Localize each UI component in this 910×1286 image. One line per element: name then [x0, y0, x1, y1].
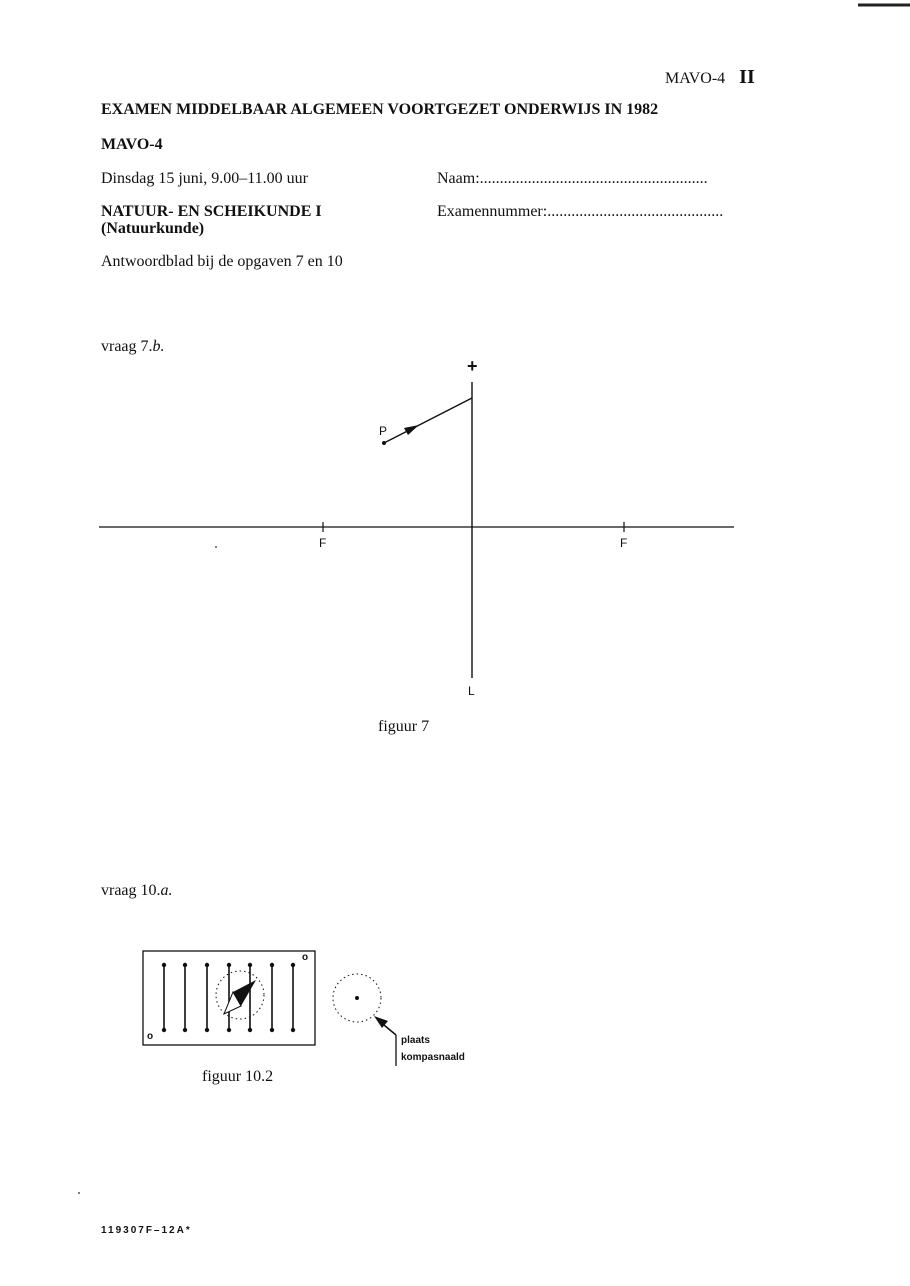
exam-number-field[interactable]: Examennummer:............................................	[437, 203, 724, 220]
subject-title: NATUUR- EN SCHEIKUNDE I	[101, 203, 322, 220]
terminal-bottom-label: o	[147, 1031, 154, 1042]
plus-sign: +	[467, 356, 478, 376]
answer-sheet-note: Antwoordblad bij de opgaven 7 en 10	[101, 253, 343, 270]
footer-code: 119307F–12A*	[101, 1225, 192, 1236]
header-roman: II	[739, 66, 755, 88]
terminal-top-label: o	[302, 952, 309, 963]
question-7b-prefix: vraag 7.	[101, 338, 153, 355]
scan-dot	[215, 546, 217, 548]
name-field[interactable]: Naam:.........................................................	[437, 170, 708, 187]
figure-10-2-caption: figuur 10.2	[202, 1068, 274, 1085]
scan-dot	[78, 1192, 80, 1194]
lens-label: L	[468, 684, 475, 698]
exam-date: Dinsdag 15 juni, 9.00–11.00 uur	[101, 170, 308, 187]
header-code-text: MAVO-4	[665, 70, 726, 87]
incident-ray	[384, 398, 472, 443]
callout-label-1: plaats	[401, 1035, 430, 1046]
callout-label-2: kompasnaald	[401, 1052, 465, 1063]
exam-title: EXAMEN MIDDELBAAR ALGEMEEN VOORTGEZET ONDERWIJS IN 1982	[101, 101, 659, 118]
point-p-dot	[382, 441, 386, 445]
coil-wires	[164, 965, 293, 1030]
question-7b-letter: b.	[152, 338, 165, 355]
ray-arrowhead	[404, 425, 419, 435]
point-p-label: P	[379, 424, 388, 438]
question-10a-letter: a.	[160, 882, 173, 899]
level-label: MAVO-4	[101, 136, 163, 153]
focus-label-right: F	[620, 536, 628, 550]
figure-7-caption: figuur 7	[378, 718, 430, 735]
question-10a-label	[101, 882, 173, 900]
subject-subtitle: (Natuurkunde)	[101, 220, 205, 237]
compass-place-center	[355, 996, 359, 1000]
question-10a-prefix: vraag 10.	[101, 882, 161, 899]
focus-label-left: F	[319, 536, 327, 550]
